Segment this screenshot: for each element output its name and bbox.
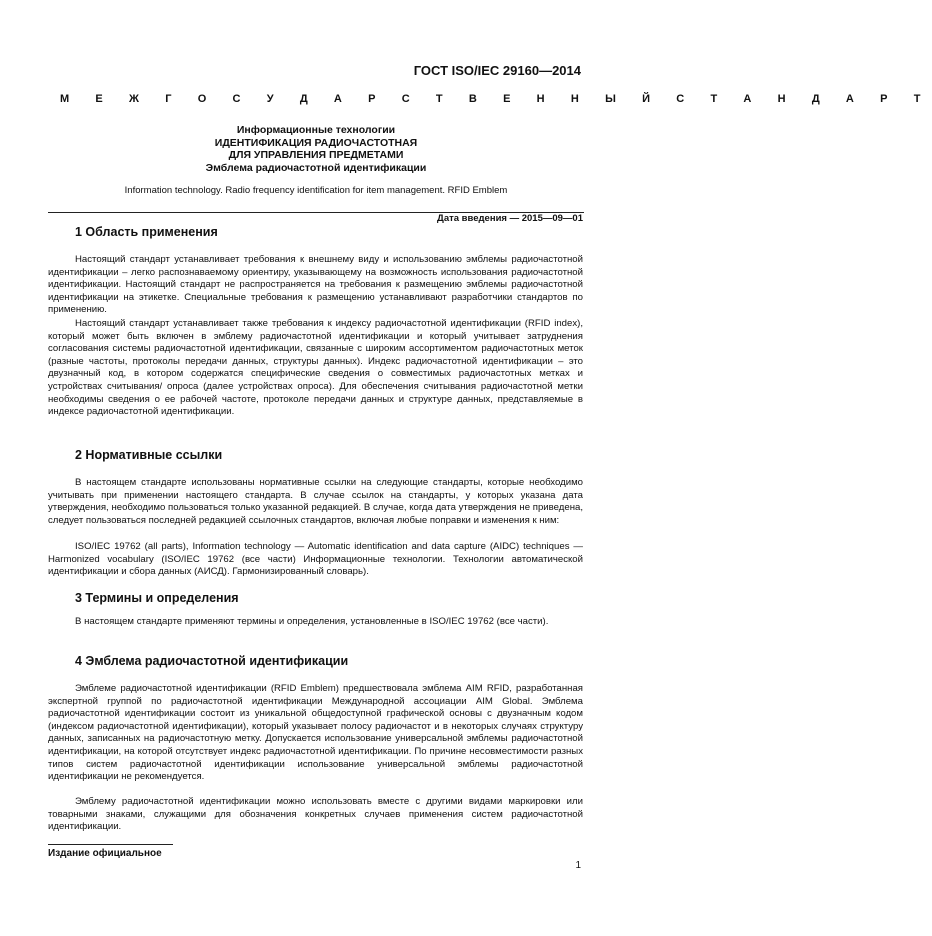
page-number: 1 — [575, 860, 581, 871]
section-4-paragraph-1: Эмблеме радиочастотной идентификации (RFID Emblem) предшествовала эмблема AIM RFID, разработанная экспертной группой по радиочастотной идентификации Международной ассоциации AIM Global. Эмблема радиочастотной идентификации состоит из уникальной общедоступной графической основы с двузначным кодом (индексом радиочастотной идентификации), который указывает полосу радиочастот и в некоторых случаях структуру данных, записанных на радиочастотную метку. Допускается использование универсальной эмблемы радиочастотной идентификации, на которой отсутствует индекс радиочастотной идентификации. По причине несовместимости разных типов систем радиочастотной идентификации использование универсальной эмблемы радиочастотной идентификации не рекомендуется. — [48, 683, 583, 783]
title-line-1: Информационные технологии — [236, 124, 396, 136]
section-1-heading: 1 Область применения — [75, 225, 218, 239]
section-1-paragraph-2: Настоящий стандарт устанавливает также требования к индексу радиочастотной идентификации (RFID index), который может быть включен в эмблему радиочастотной идентификации и который учитывает затруднения согласования системы радиочастотной идентификации, связанные с широким ассортиментом радиочастотных меток (разные частоты, протоколы передачи данных, структуры данных). Индекс радиочастотной идентификации – это двузначный код, в котором содержатся специфические сведения о совместимых радиочастотных метках и устройствах считывания/ опроса (далее устройствах опроса). Для обеспечения считывания радиочастотной метки необходимы сведения о ее рабочей частоте, протоколе передачи данных и структуре данных, представляемые в индексе радиочастотной идентификации. — [48, 318, 583, 418]
english-title: Information technology. Radio frequency identification for item management. RFID Emblem — [124, 185, 508, 196]
title-line-4: Эмблема радиочастотной идентификации — [205, 161, 427, 174]
official-edition-label: Издание официальное — [48, 848, 162, 859]
interstate-standard-label: М Е Ж Г О С У Д А Р С Т В Е Н Н Ы Й С Т А Н Д А Р Т — [60, 93, 932, 105]
section-2-paragraph-2: ISO/IEC 19762 (all parts), Information technology — Automatic identification and data capture (AIDC) techniques — Harmonized vocabulary (ISO/IEC 19762 (все части) Информационные технологии. Технологии автоматической идентификации и сбора данных (АИСД). Гармонизированный словарь). — [48, 541, 583, 578]
footer-divider — [48, 844, 173, 845]
standard-number: ГОСТ ISO/IEC 29160—2014 — [413, 63, 581, 78]
section-3-heading: 3 Термины и определения — [75, 591, 239, 605]
section-2-heading: 2 Нормативные ссылки — [75, 448, 223, 462]
introduction-date: Дата введения — 2015—09—01 — [437, 213, 583, 224]
section-2-paragraph-1: В настоящем стандарте использованы нормативные ссылки на следующие стандарты, которые необходимо учитывать при применении настоящего стандарта. В случае ссылок на стандарты, у которых указана дата утверждения, необходимо пользоваться только указанной редакцией. В случае, когда дата утверждения не приведена, следует пользоваться последней редакцией ссылочных стандартов, включая любые поправки и изменения к ним: — [48, 477, 583, 526]
section-4-paragraph-2: Эмблему радиочастотной идентификации можно использовать вместе с другими видами маркировки или товарными знаками, служащими для обозначения конкретных случаев применения систем радиочастотной идентификации. — [48, 796, 583, 833]
title-block — [48, 124, 584, 174]
section-3-paragraph-1: В настоящем стандарте применяют термины и определения, установленные в ISO/IEC 19762 (все части). — [75, 616, 549, 627]
section-4-heading: 4 Эмблема радиочастотной идентификации — [75, 654, 349, 668]
title-line-2: ИДЕНТИФИКАЦИЯ РАДИОЧАСТОТНАЯ — [214, 136, 418, 149]
title-line-3: ДЛЯ УПРАВЛЕНИЯ ПРЕДМЕТАМИ — [228, 149, 404, 161]
section-1-paragraph-1: Настоящий стандарт устанавливает требования к внешнему виду и использованию эмблемы радиочастотной идентификации – легко распознаваемому ориентиру, указывающему на возможность использования радиочастотной идентификации. Настоящий стандарт не распространяется на требования к размещению эмблемы радиочастотной идентификации на этикетке. Специальные требования к размещению устанавливают разработчики стандартов по применению. — [48, 254, 583, 316]
